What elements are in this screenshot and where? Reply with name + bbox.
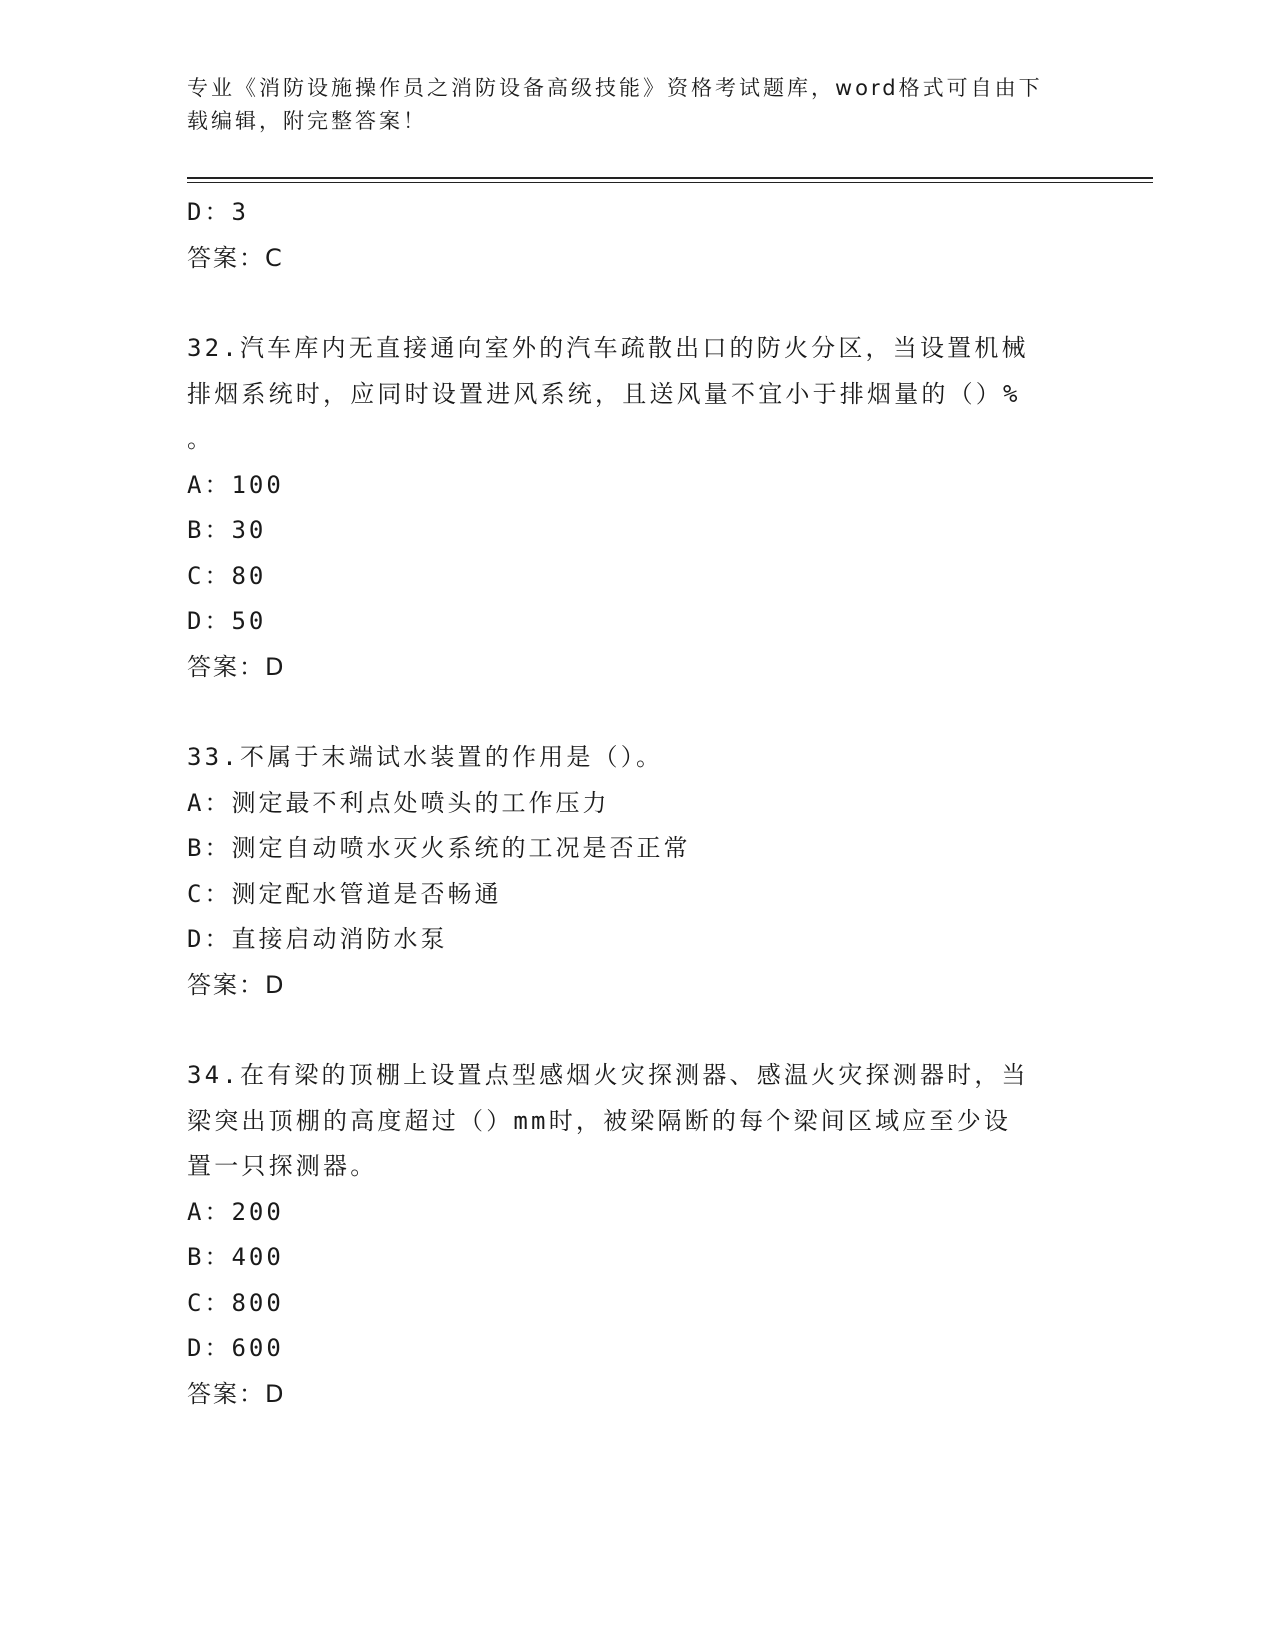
header-divider-thick — [187, 177, 1153, 179]
question-33 — [187, 735, 1087, 1008]
option-b: B：测定自动喷水灭火系统的工况是否正常 — [187, 834, 691, 862]
answer-line: 答案：C — [187, 243, 284, 272]
header-line-1: 专业《消防设施操作员之消防设备高级技能》资格考试题库，word格式可自由下 — [187, 76, 1043, 100]
answer-line: 答案：D — [187, 652, 286, 681]
question-text — [187, 326, 1067, 463]
option-b: B：30 — [187, 516, 267, 544]
question-text — [187, 1053, 1067, 1190]
question-32 — [187, 326, 1087, 690]
answer-line: 答案：D — [187, 970, 286, 999]
question-text-line: 33.不属于末端试水装置的作用是（）。 — [187, 743, 664, 771]
carryover-block — [187, 190, 1087, 281]
option-c: C：测定配水管道是否畅通 — [187, 879, 502, 908]
question-text — [187, 735, 1067, 781]
option-a: A：测定最不利点处喷头的工作压力 — [187, 788, 610, 817]
question-text-line: 置一只探测器。 — [187, 1152, 378, 1180]
question-34 — [187, 1053, 1087, 1417]
header-line-2: 载编辑，附完整答案！ — [187, 109, 427, 133]
option-d: D：50 — [187, 607, 267, 635]
option-c: C：80 — [187, 561, 267, 590]
answer-line: 答案：D — [187, 1379, 286, 1408]
document-header — [187, 72, 1067, 138]
option-d: D：600 — [187, 1334, 284, 1362]
question-text-line: 32.汽车库内无直接通向室外的汽车疏散出口的防火分区，当设置机械 — [187, 334, 1029, 362]
option-d: D：3 — [187, 198, 249, 226]
question-list — [187, 190, 1087, 1462]
option-a: A：100 — [187, 470, 284, 499]
option-c: C：800 — [187, 1288, 284, 1317]
option-d: D：直接启动消防水泵 — [187, 925, 448, 953]
question-text-line: 排烟系统时，应同时设置进风系统，且送风量不宜小于排烟量的（）% — [187, 379, 1021, 408]
question-text-line: 34.在有梁的顶棚上设置点型感烟火灾探测器、感温火灾探测器时，当 — [187, 1061, 1029, 1089]
question-text-line: 。 — [187, 425, 215, 453]
option-a: A：200 — [187, 1197, 284, 1226]
question-text-line: 梁突出顶棚的高度超过（）mm时，被梁隔断的每个梁间区域应至少设 — [187, 1106, 1012, 1135]
header-divider-thin — [187, 182, 1153, 183]
option-b: B：400 — [187, 1243, 284, 1271]
